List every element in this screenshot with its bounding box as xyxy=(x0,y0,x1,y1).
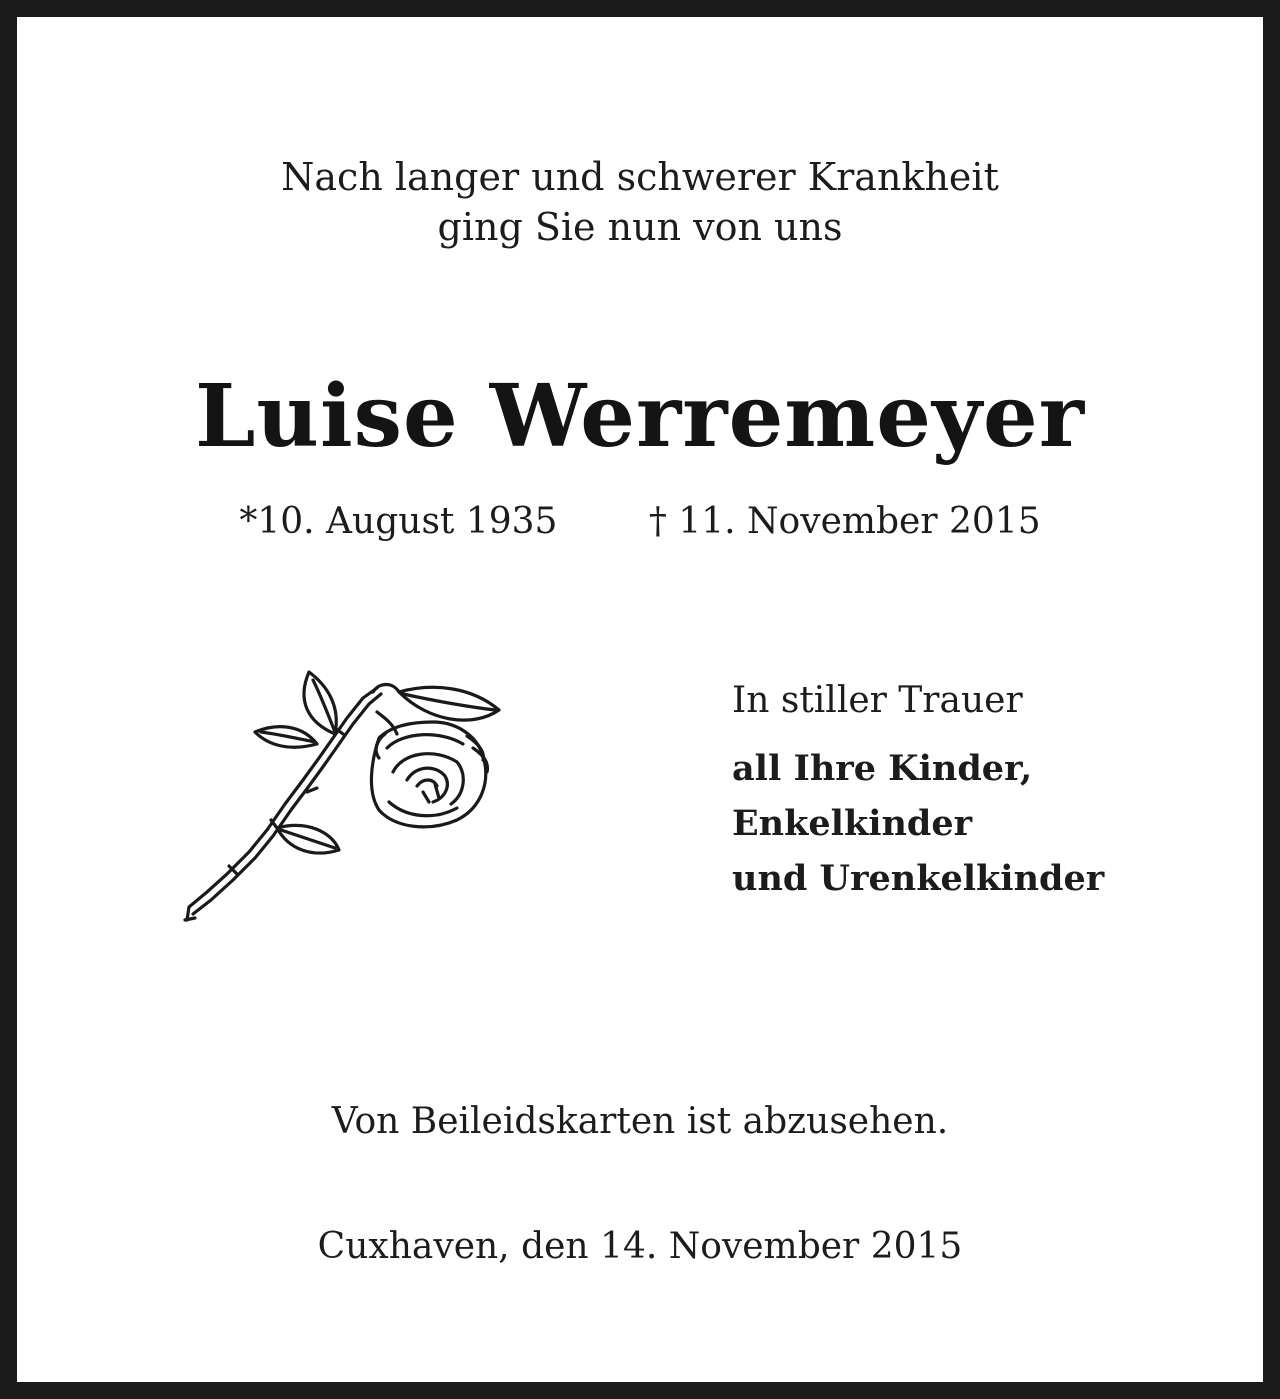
birth-date: *10. August 1935 xyxy=(239,501,558,542)
place-and-date: Cuxhaven, den 14. November 2015 xyxy=(317,1226,963,1267)
intro-line-1: Nach langer und schwerer Krankheit xyxy=(281,155,999,199)
life-dates xyxy=(17,497,1263,547)
death-date: † 11. November 2015 xyxy=(648,501,1041,542)
family-line-children: all Ihre Kinder, xyxy=(732,748,1033,789)
family-line-great-grandchildren: und Urenkelkinder xyxy=(732,858,1105,899)
intro-line-2: ging Sie nun von uns xyxy=(437,205,843,249)
family-line-grandchildren: Enkelkinder xyxy=(732,803,973,844)
family-list xyxy=(732,741,1104,906)
mourning-lead: In stiller Trauer xyxy=(732,680,1023,721)
intro-text xyxy=(17,152,1263,252)
mourners-block xyxy=(732,675,1104,906)
rose-icon xyxy=(167,652,527,942)
deceased-name: Luise Werremeyer xyxy=(194,366,1086,467)
condolence-note: Von Beileidskarten ist abzusehen. xyxy=(331,1101,949,1142)
